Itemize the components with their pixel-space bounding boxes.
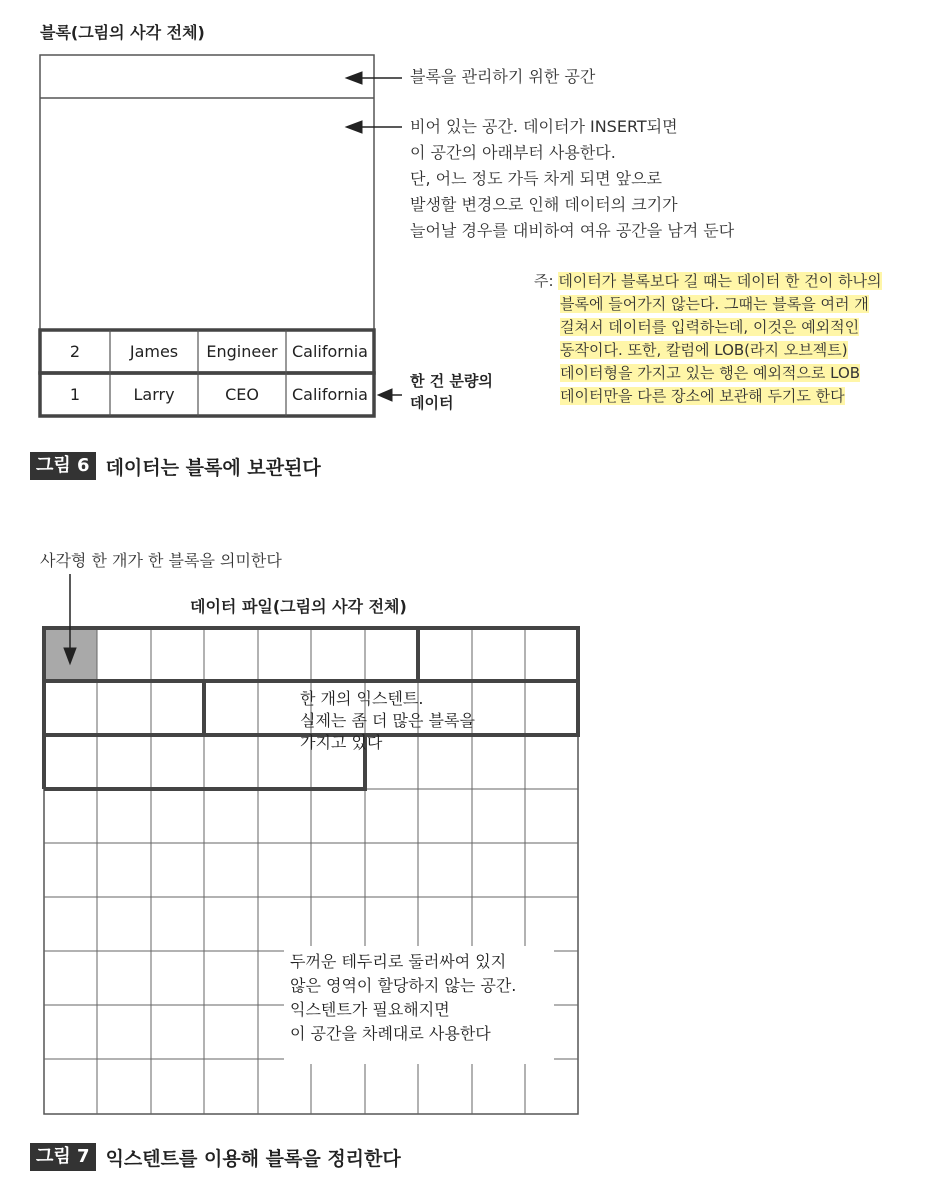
note-prefix: 주: [534,272,559,290]
row-1-state: California [292,385,368,404]
free-space-label: 비어 있는 공간. 데이터가 INSERT되면 이 공간의 아래부터 사용한다. 단, 어느 정도 가득 차게 되면 앞으로 발생할 변경으로 인해 데이터의 크기가 늘어날 경우를 대비하여 여유 공간을 남겨 둔다 [410,117,735,240]
figure-6-caption [30,452,321,480]
block-title: 블록(그림의 사각 전체) [40,23,205,42]
caption-text: 익스텐트를 이용해 블록을 정리한다 [105,1147,401,1170]
row-1-name: Larry [133,385,175,404]
extent-label: 한 개의 익스텐트. 실제는 좀 더 많은 블록을 가지고 있다 [300,689,475,752]
caption-tag: 그림 6 [30,452,96,480]
free-area-ticks [311,1086,525,1114]
free-space-note: 두꺼운 테두리로 둘러싸여 있지 않은 영역이 할당하지 않는 공간. 익스텐트가 필요해지면 이 공간을 차례대로 사용한다 [290,952,517,1043]
row-2-id: 2 [69,342,81,361]
square-arrow [64,574,76,664]
header-space-label: 블록을 관리하기 위한 공간 [410,67,596,86]
row-2-title: Engineer [206,342,278,361]
row-2-state: California [292,342,368,361]
row-1-id: 1 [69,385,81,404]
footnote: 주: 데이터가 블록보다 길 때는 데이터 한 건이 하나의 블록에 들어가지 않는다. 그때는 블록을 여러 개 걸쳐서 데이터를 입력하는데, 이것은 예외적인 동작이다. 또한, 칼럼에 LOB(라지 오브젝트) 데이터형을 가지고 있는 행은 예외적으로 LOB 데이터만을 다른 장소에 보관해 두기도 한다 [534,272,882,405]
row-label: 한 건 분량의 데이터 [410,372,493,412]
figure-7-caption [30,1143,401,1171]
caption-tag: 그림 7 [30,1143,96,1171]
data-file-title: 데이터 파일(그림의 사각 전체) [190,597,407,616]
block-outline [40,55,374,416]
square-label: 사각형 한 개가 한 블록을 의미한다 [40,551,282,570]
row-2-name: James [129,342,179,361]
caption-text: 데이터는 블록에 보관된다 [105,456,321,479]
row-1-title: CEO [225,385,259,404]
row-arrow [378,389,402,401]
